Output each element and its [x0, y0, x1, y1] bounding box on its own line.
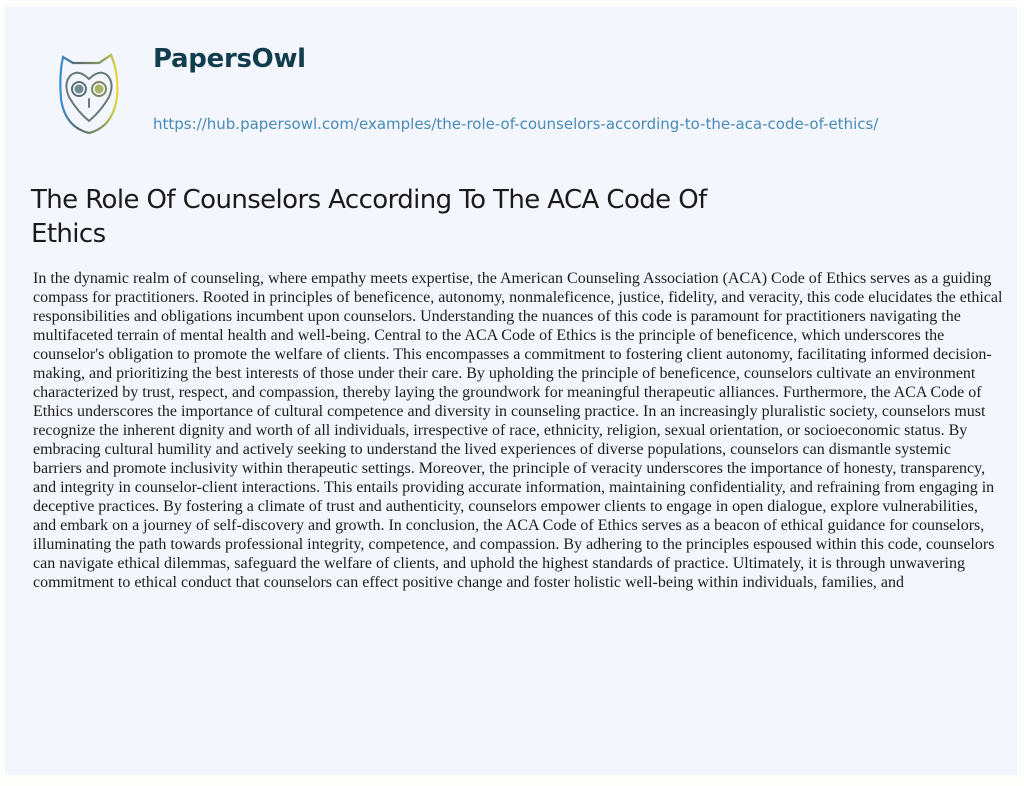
brand-name: PapersOwl: [153, 44, 306, 74]
article-title: The Role Of Counselors According To The ACA Code Of Ethics: [31, 185, 707, 249]
source-url-link[interactable]: https://hub.papersowl.com/examples/the-role-of-counselors-according-to-the-aca-code-of-ethics/: [153, 115, 879, 133]
article-body: In the dynamic realm of counseling, where empathy meets expertise, the American Counseling Association (ACA) Code of Ethics serves as a guiding compass for practitioners. Rooted in principles of beneficence, autonomy, nonmaleficence, justice, fidelity, and veracity, this code elucidates the ethical responsibilities and obligations incumbent upon counselors. Understanding the nuances of this code is paramount for practitioners navigating the multifaceted terrain of mental health and well-being. Central to the ACA Code of Ethics is the principle of beneficence, which underscores the counselor's obligation to promote the welfare of clients. This encompasses a commitment to fostering client autonomy, facilitating informed decision-making, and prioritizing the best interests of those under their care. By upholding the principle of beneficence, counselors cultivate an environment characterized by trust, respect, and compassion, thereby laying the groundwork for meaningful therapeutic alliances. Furthermore, the ACA Code of Ethics underscores the importance of cultural competence and diversity in counseling practice. In an increasingly pluralistic society, counselors must recognize the inherent dignity and worth of all individuals, irrespective of race, ethnicity, religion, sexual orientation, or socioeconomic status. By embracing cultural humility and actively seeking to understand the lived experiences of diverse populations, counselors can dismantle systemic barriers and promote inclusivity within therapeutic settings. Moreover, the principle of veracity underscores the importance of honesty, transparency, and integrity in counselor-client interactions. This entails providing accurate information, maintaining confidentiality, and refraining from engaging in deceptive practices. By fostering a climate of trust and authenticity, counselors empower clients to engage in open dialogue, explore vulnerabilities, and embark on a journey of self-discovery and growth. In conclusion, the ACA Code of Ethics serves as a beacon of ethical guidance for counselors, illuminating the path towards professional integrity, competence, and compassion. By adhering to the principles espoused within this code, counselors can navigate ethical dilemmas, safeguard the welfare of clients, and uphold the highest standards of practice. Ultimately, it is through unwavering commitment to ethical conduct that counselors can effect positive change and foster holistic well-being within individuals, families, and: [33, 270, 1003, 591]
page-container: [5, 7, 1017, 775]
owl-logo-icon: [49, 49, 129, 139]
